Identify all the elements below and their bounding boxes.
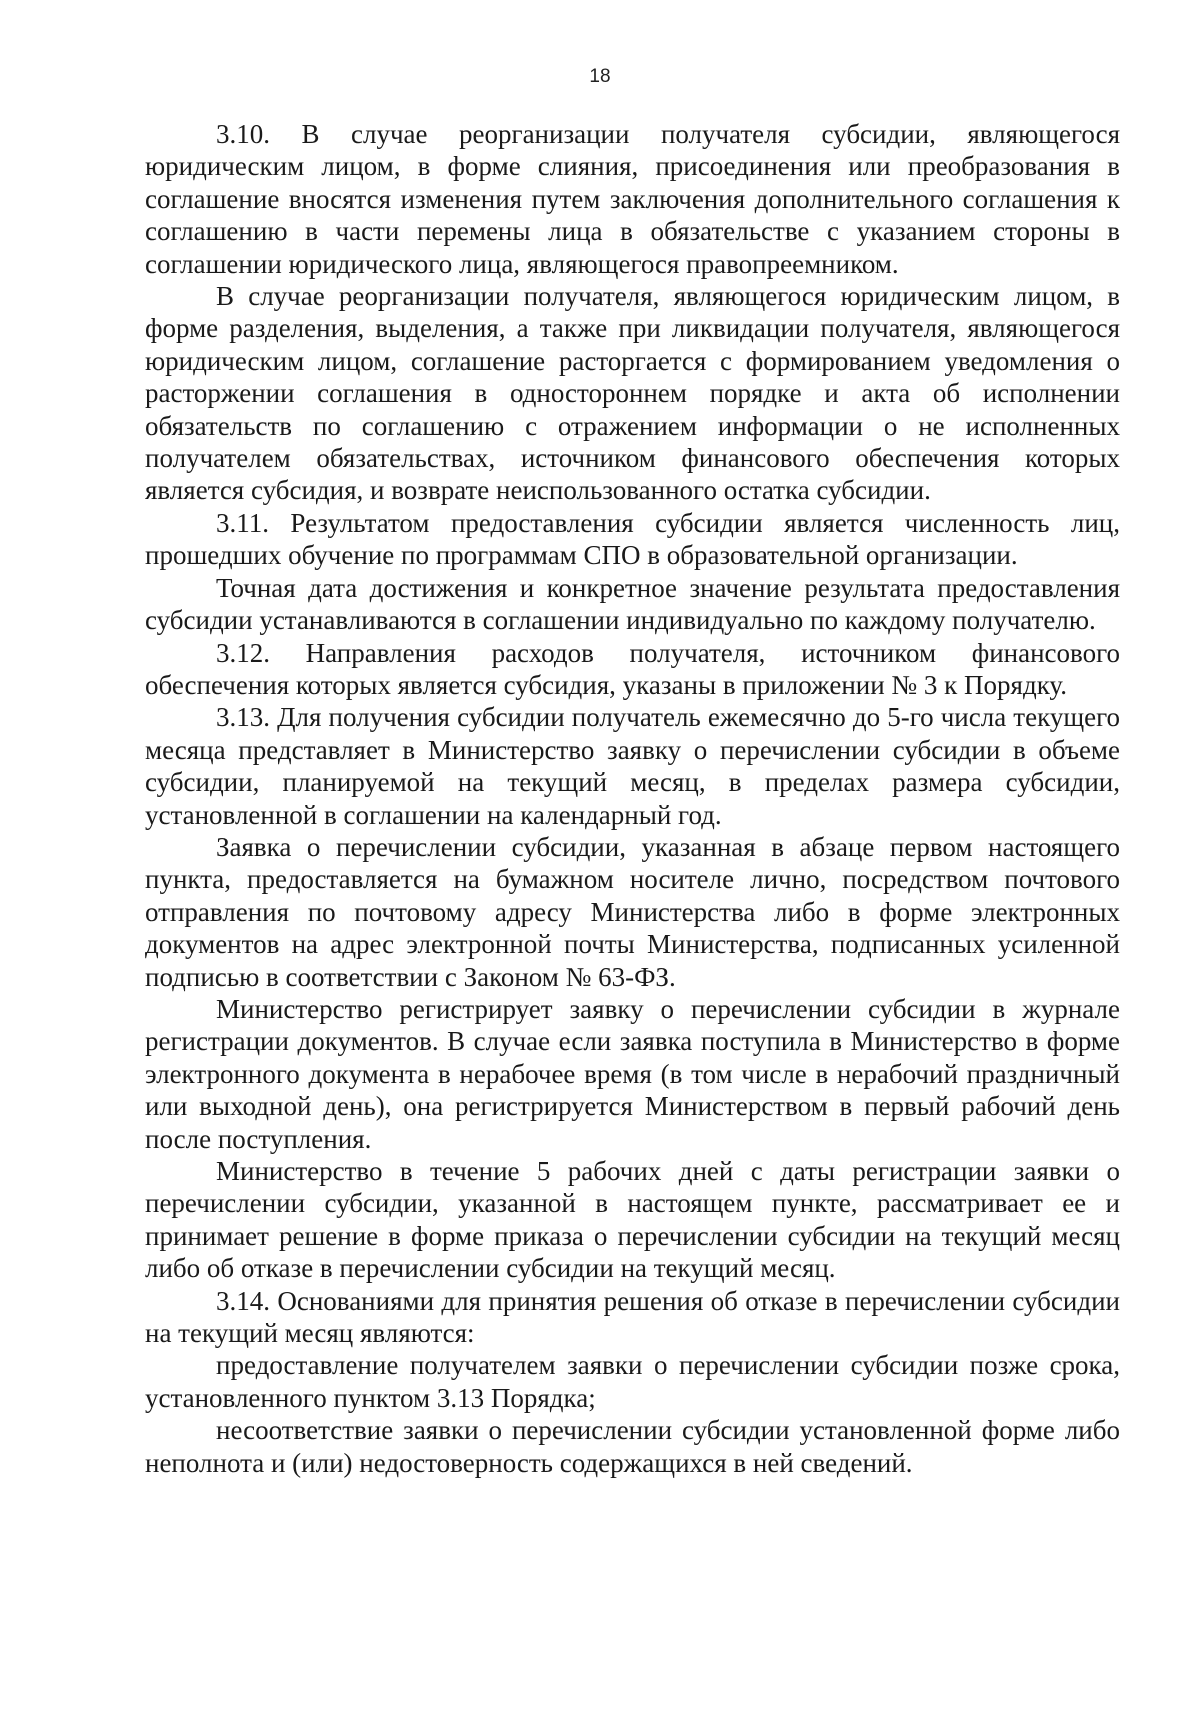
- paragraph-application-registration: Министерство регистрирует заявку о перечислении субсидии в журнале регистрации документов. В случае если заявка поступила в Министерство в форме электронного документа в нерабочее время (в том числе в нерабочий праздничный или выходной день), она регистрируется Министерством в первый рабочий день после поступления.: [145, 993, 1120, 1154]
- paragraph-application-submission: Заявка о перечислении субсидии, указанная в абзаце первом настоящего пункта, предоставляется на бумажном носителе лично, посредством почтового отправления по почтовому адресу Министерства либо в форме электронных документов на адрес электронной почты Министерства, подписанных усиленной подписью в соответствии с Законом № 63-ФЗ.: [145, 831, 1120, 992]
- page-number: 18: [589, 66, 611, 87]
- paragraph-result-date: Точная дата достижения и конкретное значение результата предоставления субсидии устанавливаются в соглашении индивидуально по каждому получателю.: [145, 572, 1120, 636]
- paragraph-3-10: 3.10. В случае реорганизации получателя субсидии, являющегося юридическим лицом, в форме слияния, присоединения или преобразования в соглашение вносятся изменения путем заключения дополнительного соглашения к соглашению в части перемены лица в обязательстве с указанием стороны в соглашении юридического лица, являющегося правопреемником.: [145, 119, 1120, 279]
- paragraph-3-12: 3.12. Направления расходов получателя, источником финансового обеспечения которых является субсидия, указаны в приложении № 3 к Порядку.: [145, 637, 1120, 700]
- paragraph-3-14: 3.14. Основаниями для принятия решения об отказе в перечислении субсидии на текущий месяц являются:: [145, 1285, 1120, 1349]
- paragraph-reorganization-division: В случае реорганизации получателя, являющегося юридическим лицом, в форме разделения, выделения, а также при ликвидации получателя, являющегося юридическим лицом, соглашение расторгается с формированием уведомления о расторжении соглашения в одностороннем порядке и акта об исполнении обязательств по соглашению с отражением информации о не исполненных получателем обязательствах, источником финансового обеспечения которых является субсидия, и возврате неиспользованного остатка субсидии.: [145, 281, 1120, 506]
- paragraph-3-13: 3.13. Для получения субсидии получатель ежемесячно до 5-го числа текущего месяца представляет в Министерство заявку о перечислении субсидии в объеме субсидии, планируемой на текущий месяц, в пределах размера субсидии, установленной в соглашении на календарный год.: [145, 702, 1120, 830]
- paragraph-application-review: Министерство в течение 5 рабочих дней с даты регистрации заявки о перечислении субсидии, указанной в настоящем пункте, рассматривает ее и принимает решение в форме приказа о перечислении субсидии на текущий месяц либо об отказе в перечислении субсидии на текущий месяц.: [145, 1156, 1120, 1284]
- paragraph-refusal-late: предоставление получателем заявки о перечислении субсидии позже срока, установленного пунктом 3.13 Порядка;: [145, 1350, 1120, 1413]
- paragraph-refusal-nonconformity: несоответствие заявки о перечислении субсидии установленной форме либо неполнота и (или) недостоверность содержащихся в ней сведений.: [145, 1415, 1120, 1478]
- paragraph-3-11: 3.11. Результатом предоставления субсидии является численность лиц, прошедших обучение по программам СПО в образовательной организации.: [145, 507, 1120, 571]
- document-body: [145, 118, 1120, 1479]
